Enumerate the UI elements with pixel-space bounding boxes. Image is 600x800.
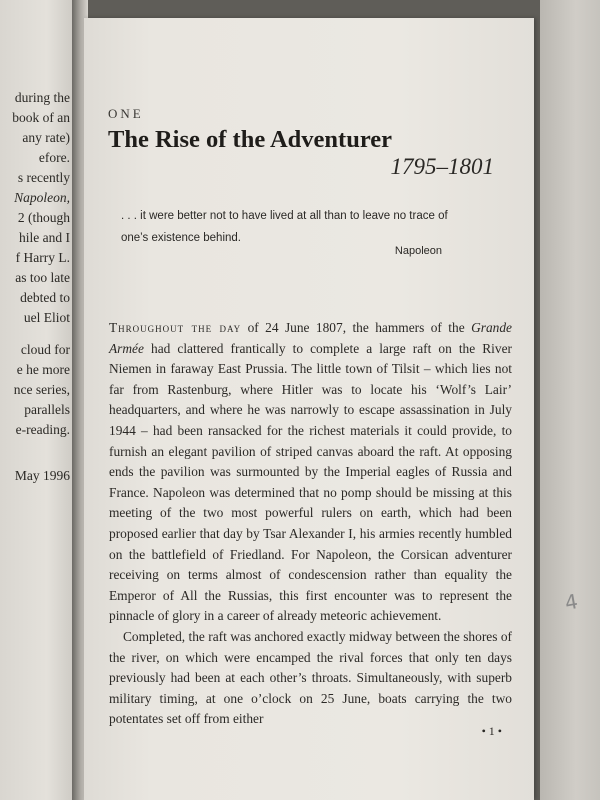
epigraph-attribution: Napoleon: [394, 245, 442, 257]
epigraph-text: . . . it were better not to have lived at all than to leave no trace of one’s existence behind.: [121, 210, 448, 244]
left-page-line: efore.: [38, 150, 70, 165]
left-page-line: f Harry L.: [15, 250, 70, 265]
left-page-line: book of an: [12, 110, 70, 125]
left-page-line: uel Eliot: [23, 310, 70, 325]
chapter-dates: 1795–1801: [390, 154, 494, 179]
left-page-line: e-reading.: [15, 422, 70, 437]
background-surface: [540, 0, 600, 800]
left-page-line: e he more: [16, 362, 70, 377]
left-page-line: as too late: [15, 270, 70, 285]
paragraph-text: of 24 June 1807, the hammers of the: [241, 320, 472, 335]
opening-small-caps: Throughout the day: [109, 320, 242, 335]
paragraph: [109, 318, 512, 627]
chapter-title: The Rise of the Adventurer: [108, 126, 392, 153]
chapter-number: ONE: [108, 106, 144, 121]
body-text: [109, 318, 512, 730]
left-page-line: nce series,: [13, 382, 70, 397]
left-page-line: cloud for: [20, 342, 70, 357]
left-page-line: during the: [14, 90, 70, 105]
left-page-line: 2 (though: [17, 210, 70, 225]
left-page-line: May 1996: [14, 468, 70, 483]
italic-phrase: Grande Armée: [109, 320, 512, 356]
left-page-line: any rate): [22, 130, 70, 145]
paragraph-text: had clattered frantically to complete a large raft on the River Niemen in faraway East Prussia. The little town of Tilsit – which lies not far from Rastenburg, where Hitler was to locate his ‘Wolf’s Lair’ headquarters, and where he was narrowly to escape assassination in July 1944 – had been ransacked for the richest materials it could provide, to furnish an elegant pavilion of striped canvas aboard the raft. At opposing ends the pavilion was surmounted by the Imperial eagles of Russia and France. Napoleon was determined that no pomp should be missing at this meeting of the two most powerful rulers on earth, which had been proposed earlier that day by Tsar Alexander I, his armies recently humbled on the battlefield of Friedland. For Napoleon, the Corsican adventurer receiving on terms almost of condescension rather than equality the Emperor of All the Russias, this first encounter was to represent the pinnacle of glory in a career of already meteoric achievement.: [109, 340, 512, 624]
left-page-line: parallels: [24, 402, 70, 417]
right-page: [84, 18, 534, 800]
left-page-line: s recently: [17, 170, 70, 185]
left-page-line: debted to: [20, 290, 70, 305]
pencil-annotation: 4: [563, 589, 580, 615]
left-page: [0, 0, 78, 800]
paragraph: Completed, the raft was anchored exactly midway between the shores of the river, on which were encamped the rival forces that only ten days previously had been at each other’s throats. Simultaneously, with superb military timing, at one o’clock on 25 June, boats carrying the two potentates set off from either: [109, 628, 512, 727]
left-page-line: hile and I: [19, 230, 70, 245]
left-page-line: Napoleon,: [14, 190, 70, 205]
page-number: • 1 •: [481, 724, 502, 738]
